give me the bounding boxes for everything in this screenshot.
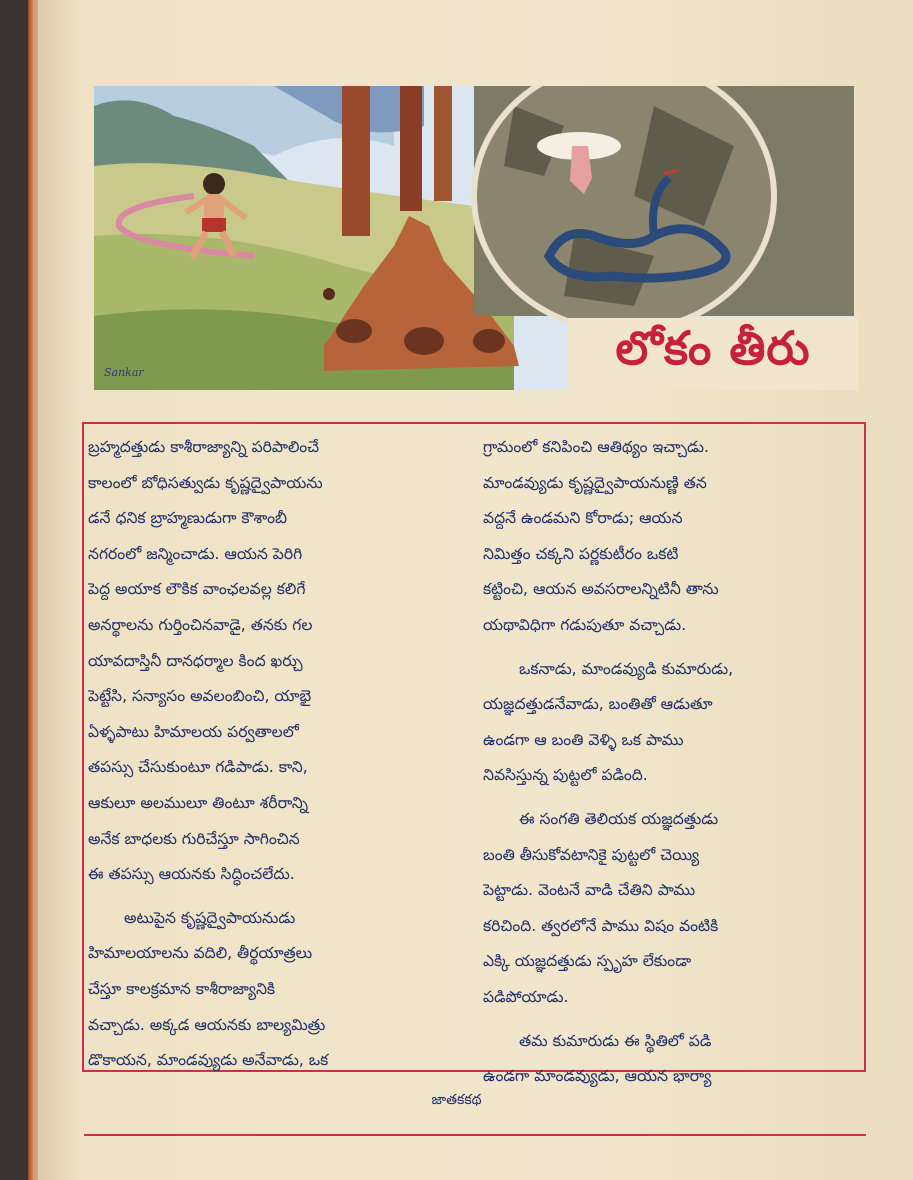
text-line: ఆకులూ అలములూ తింటూ శరీరాన్ని bbox=[88, 793, 308, 812]
text-line: హిమాలయాలను వదిలి, తీర్థయాత్రలు bbox=[88, 944, 313, 963]
text-line: అనేక బాధలకు గురిచేస్తూ సాగించిన bbox=[88, 829, 300, 848]
text-line: పెట్టాడు. వెంటనే వాడి చేతిని పాము bbox=[483, 881, 696, 900]
text-line: పెట్టేసి, సన్యాసం అవలంబించి, యాభై bbox=[88, 687, 312, 706]
text-line: ఒకనాడు, మాండవ్యుడి కుమారుడు, bbox=[519, 659, 734, 678]
text-line: వద్దనే ఉండమని కోరాడు; ఆయన bbox=[483, 509, 683, 528]
text-line: చేస్తూ కాలక్రమాన కాశీరాజ్యానికి bbox=[88, 979, 276, 998]
text-line: ఈ తపస్సు ఆయనకు సిద్ధించలేదు. bbox=[88, 865, 295, 884]
binding-edge bbox=[28, 0, 38, 1180]
illustrator-signature: Sankar bbox=[104, 366, 144, 379]
text-line: కరిచింది. త్వరలోనే పాము విషం వంటికి bbox=[483, 916, 719, 935]
text-line: పెద్ద అయాక లౌకిక వాంఛలవల్ల కలిగే bbox=[88, 580, 306, 599]
text-line: నివసిస్తున్న పుట్టలో పడింది. bbox=[483, 766, 648, 785]
paragraph-gap bbox=[88, 893, 458, 901]
text-line: కట్టించి, ఆయన అవసరాలన్నిటినీ తాను bbox=[483, 580, 719, 599]
text-line: డొకాయన, మాండవ్యుడు అనేవాడు, ఒక bbox=[88, 1051, 329, 1070]
paragraph-gap bbox=[483, 794, 853, 802]
text-line: బంతి తీసుకోవటానికై పుట్టలో చెయ్యి bbox=[483, 845, 700, 864]
text-line: కాలంలో బోధిసత్వుడు కృష్ణద్వైపాయను bbox=[88, 473, 323, 492]
text-line: తపస్సు చేసుకుంటూ గడిపాడు. కాని, bbox=[88, 758, 308, 777]
paragraph-gap bbox=[483, 1016, 853, 1024]
text-line: పడిపోయాడు. bbox=[483, 987, 569, 1006]
text-line: యథావిధిగా గడుపుతూ వచ్చాడు. bbox=[483, 615, 687, 634]
text-line: మాండవ్యుడు కృష్ణద్వైపాయనుణ్ణి తన bbox=[483, 473, 707, 492]
text-line: ఏళ్ళపాటు హిమాలయ పర్వతాలలో bbox=[88, 722, 299, 741]
text-line: తమ కుమారుడు ఈ స్థితిలో పడి bbox=[519, 1031, 712, 1050]
page-footer: జాతకకథ bbox=[431, 1092, 482, 1108]
story-title: లోకం తీరు bbox=[568, 318, 858, 390]
text-line: ఈ సంగతి తెలియక యజ్ఞదత్తుడు bbox=[519, 809, 719, 828]
text-line: నగరంలో జన్మించాడు. ఆయన పెరిగి bbox=[88, 544, 303, 563]
text-line: నిమిత్తం చక్కని పర్ణకుటీరం ఒకటి bbox=[483, 544, 679, 563]
right-text-column bbox=[483, 430, 853, 1095]
text-line: ఎక్కి యజ్ఞదత్తుడు స్పృహ లేకుండా bbox=[483, 952, 692, 971]
text-line: యావదాస్తినీ దానధర్మాల కింద ఖర్చు bbox=[88, 651, 303, 670]
text-line: ఉండగా మాండవ్యుడు, ఆయన భార్యా bbox=[483, 1067, 712, 1086]
text-line: డనే ధనిక బ్రాహ్మణుడుగా కౌశాంబీ bbox=[88, 509, 288, 528]
text-line: ఉండగా ఆ బంతి వెళ్ళి ఒక పాము bbox=[483, 730, 684, 749]
text-line: యజ్ఞదత్తుడనేవాడు, బంతితో ఆడుతూ bbox=[483, 695, 713, 714]
text-line: గ్రామంలో కనిపించి ఆతిథ్యం ఇచ్చాడు. bbox=[483, 438, 709, 456]
left-text-column bbox=[88, 430, 458, 1079]
footer-rule bbox=[84, 1134, 866, 1136]
paragraph-gap bbox=[483, 644, 853, 652]
text-line: అనర్థాలను గుర్తించినవాడై, తనకు గల bbox=[88, 615, 313, 634]
text-line: బ్రహ్మదత్తుడు కాశీరాజ్యాన్ని పరిపాలించే bbox=[88, 438, 320, 456]
text-line: అటుపైన కృష్ణద్వైపాయనుడు bbox=[124, 908, 296, 927]
text-line: వచ్చాడు. అక్కడ ఆయనకు బాల్యమిత్రు bbox=[88, 1015, 326, 1034]
